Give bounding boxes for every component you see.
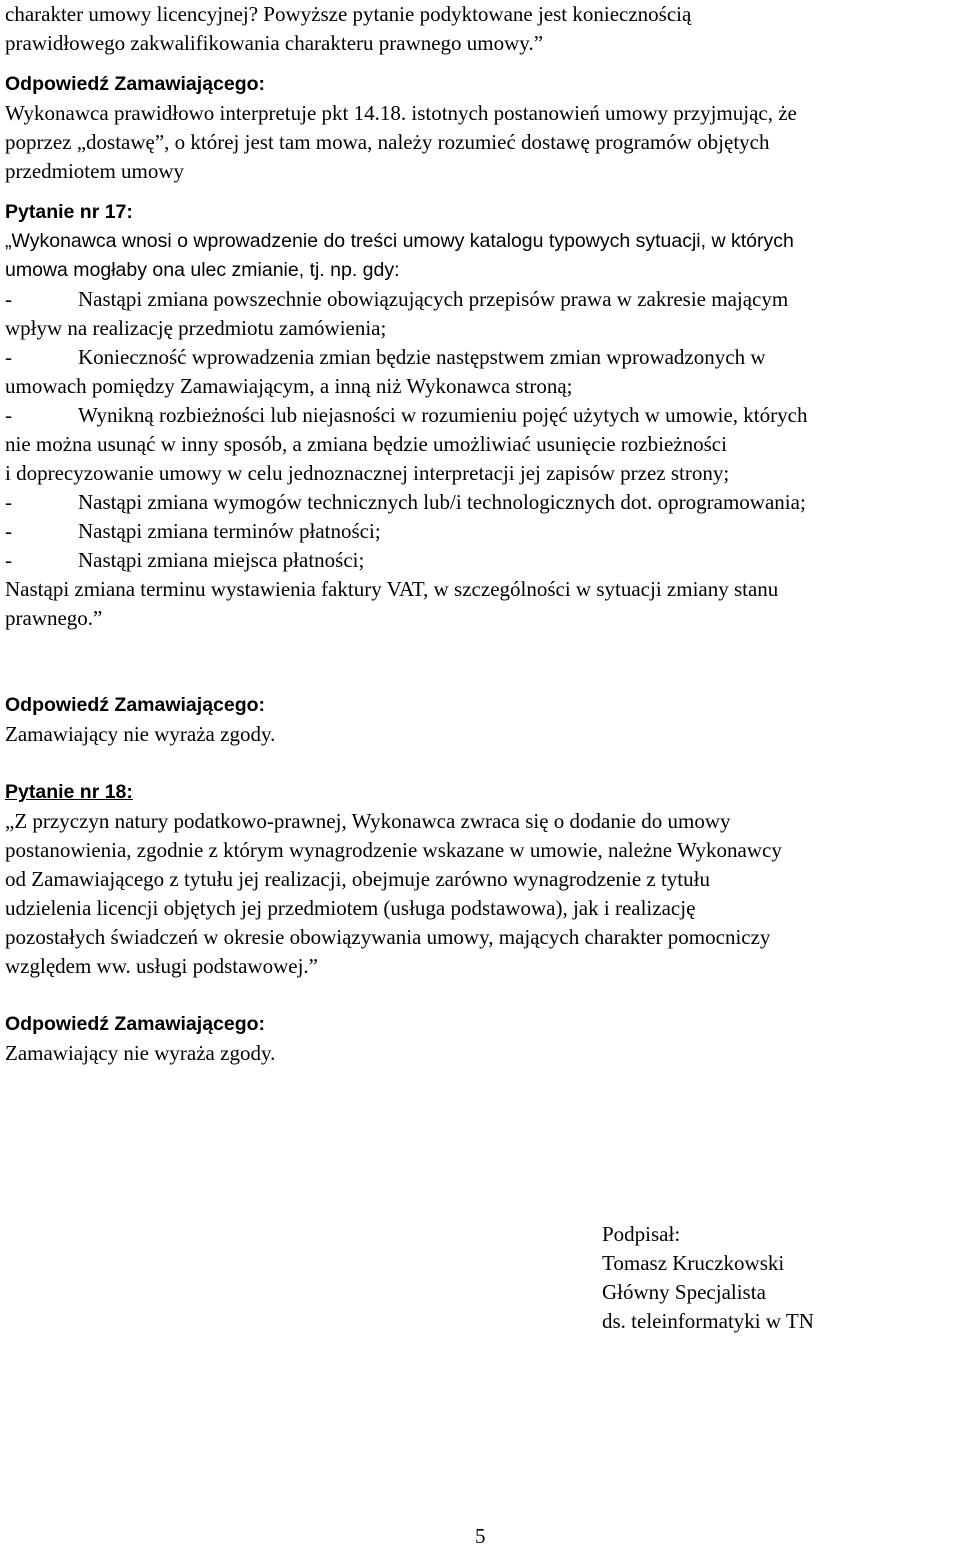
list-dash: -	[5, 519, 12, 543]
question-18-line: pozostałych świadczeń w okresie obowiązywania umowy, mających charakter pomocniczy	[5, 925, 771, 949]
spacer	[5, 981, 957, 1010]
intro-line-2: prawidłowego zakwalifikowania charakteru prawnego umowy.”	[5, 31, 544, 55]
spacer	[5, 633, 957, 691]
signature-department: ds. teleinformatyki w TN	[602, 1309, 814, 1333]
answer-line: poprzez „dostawę”, o której jest tam mowa, należy rozumieć dostawę programów objętych	[5, 130, 770, 154]
list-item-text: Nastąpi zmiana wymogów technicznych lub/i technologicznych dot. oprogramowania;	[78, 490, 806, 514]
answer-line: Wykonawca prawidłowo interpretuje pkt 14.18. istotnych postanowień umowy przyjmując, że	[5, 101, 797, 125]
list-item-text: Nastąpi zmiana powszechnie obowiązujących przepisów prawa w zakresie mającym	[78, 287, 789, 311]
signature-title: Główny Specjalista	[602, 1280, 766, 1304]
spacer	[5, 58, 957, 70]
signature-block	[602, 1220, 814, 1336]
question-heading-18: Pytanie nr 18:	[5, 781, 133, 803]
spacer	[5, 749, 957, 778]
question-18-line: udzielenia licencji objętych jej przedmiotem (usługa podstawowa), jak i realizację	[5, 896, 696, 920]
question-17-intro-line: „Wykonawca wnosi o wprowadzenie do treści umowy katalogu typowych sytuacji, w których	[5, 230, 794, 252]
list-item	[5, 343, 957, 372]
list-item	[5, 517, 957, 546]
list-item	[5, 546, 957, 575]
question-heading-17: Pytanie nr 17:	[5, 201, 133, 223]
list-item	[5, 401, 957, 430]
list-item-continuation: i doprecyzowanie umowy w celu jednoznacznej interpretacji jej zapisów przez strony;	[5, 461, 730, 485]
list-dash: -	[5, 548, 12, 572]
list-item-text: Nastąpi zmiana terminów płatności;	[78, 519, 381, 543]
page-number: 5	[475, 1524, 486, 1548]
question-17-intro-line: umowa mogłaby ona ulec zmianie, tj. np. gdy:	[5, 259, 400, 281]
list-item-text: Wynikną rozbieżności lub niejasności w rozumieniu pojęć użytych w umowie, których	[78, 403, 808, 427]
list-dash: -	[5, 345, 12, 369]
answer-text: Zamawiający nie wyraża zgody.	[5, 1041, 276, 1065]
answer-heading: Odpowiedź Zamawiającego:	[5, 73, 266, 95]
list-item-text: Konieczność wprowadzenia zmian będzie następstwem zmian wprowadzonych w	[78, 345, 766, 369]
list-item-continuation: nie można usunąć w inny sposób, a zmiana będzie umożliwiać usunięcie rozbieżności	[5, 432, 727, 456]
list-dash: -	[5, 403, 12, 427]
signature-name: Tomasz Kruczkowski	[602, 1251, 785, 1275]
question-18-line: „Z przyczyn natury podatkowo-prawnej, Wykonawca zwraca się o dodanie do umowy	[5, 809, 731, 833]
answer-line: przedmiotem umowy	[5, 159, 185, 183]
list-item	[5, 285, 957, 314]
list-dash: -	[5, 287, 12, 311]
document-page	[5, 0, 957, 1068]
question-18-line: postanowienia, zgodnie z którym wynagrodzenie wskazane w umowie, należne Wykonawcy	[5, 838, 782, 862]
spacer	[5, 186, 957, 198]
list-item-text: Nastąpi zmiana miejsca płatności;	[78, 548, 365, 572]
list-dash: -	[5, 490, 12, 514]
list-item-continuation: umowach pomiędzy Zamawiającym, a inną niż Wykonawca stroną;	[5, 374, 573, 398]
signature-label: Podpisał:	[602, 1222, 681, 1246]
question-18-line: od Zamawiającego z tytułu jej realizacji, obejmuje zarówno wynagrodzenie z tytułu	[5, 867, 710, 891]
question-17-closing-line: prawnego.”	[5, 606, 103, 630]
question-18-line: względem ww. usługi podstawowej.”	[5, 954, 318, 978]
question-17-closing-line: Nastąpi zmiana terminu wystawienia faktury VAT, w szczególności w sytuacji zmiany stanu	[5, 577, 779, 601]
intro-line-1: charakter umowy licencyjnej? Powyższe pytanie podyktowane jest koniecznością	[5, 2, 692, 26]
answer-heading: Odpowiedź Zamawiającego:	[5, 1013, 266, 1035]
list-item	[5, 488, 957, 517]
list-item-continuation: wpływ na realizację przedmiotu zamówienia;	[5, 316, 387, 340]
answer-text: Zamawiający nie wyraża zgody.	[5, 722, 276, 746]
answer-heading: Odpowiedź Zamawiającego:	[5, 694, 266, 716]
